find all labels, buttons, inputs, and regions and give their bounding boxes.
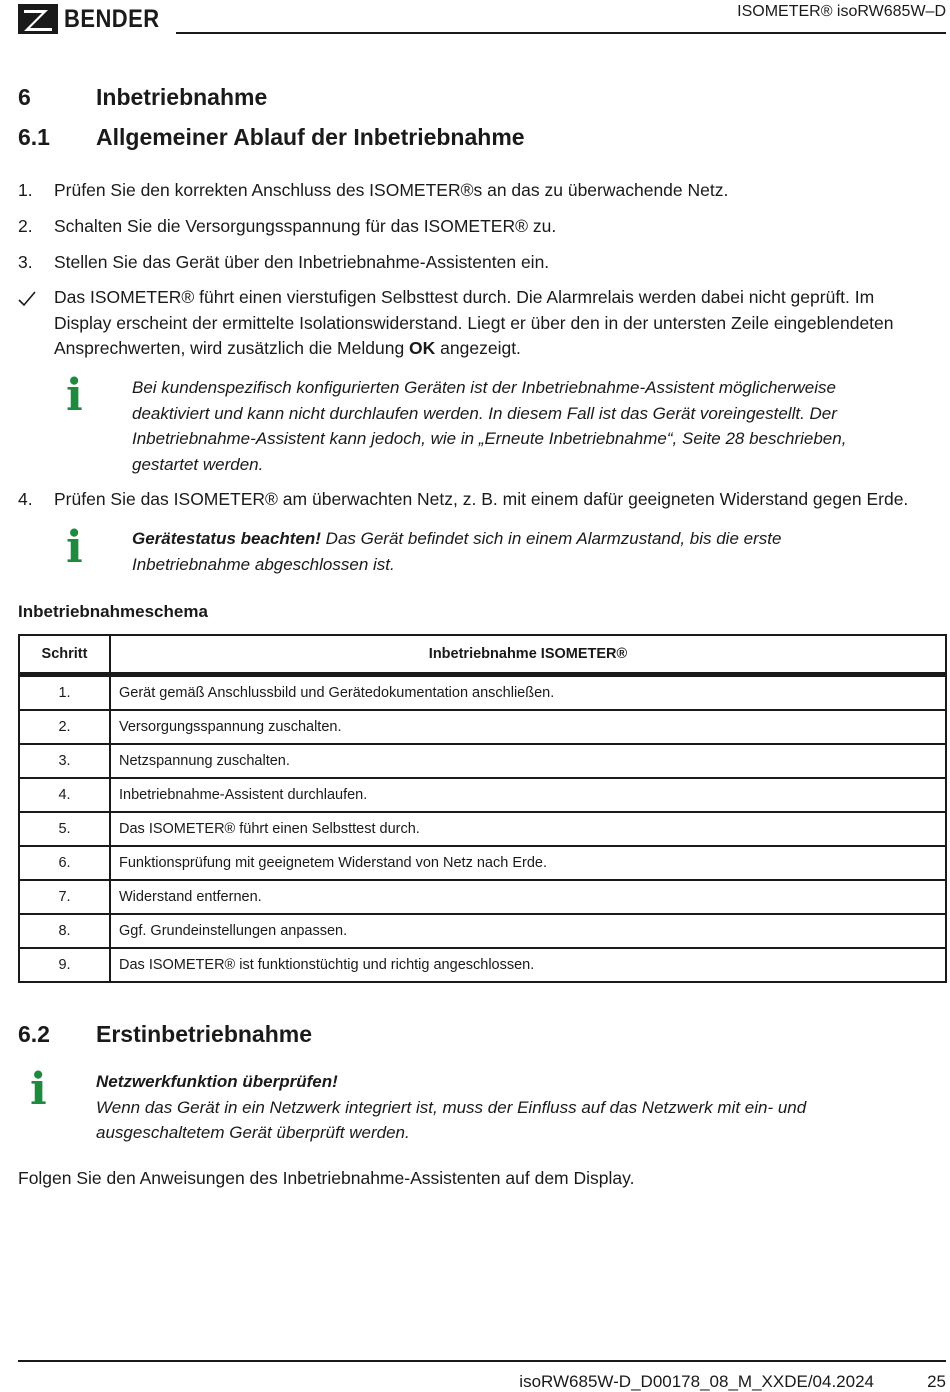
step-cell: 3. (19, 744, 110, 778)
section-number: 6 (18, 84, 31, 110)
header-rule (176, 32, 946, 34)
step-text: Schalten Sie die Versorgungsspannung für das ISOMETER® zu. (54, 216, 557, 236)
result-text-a: Das ISOMETER® führt einen vierstufigen Selbsttest durch. Die Alarmrelais werden dabei nicht geprüft. Im Display erscheint der ermittelte Isolationswiderstand. Liegt er über den in der untersten Zeile eingeblendeten Ansprechwerten, wird zusätzlich die Meldung (54, 287, 894, 358)
bender-logo-icon (18, 4, 58, 34)
step-number: 4. (18, 489, 33, 509)
result-text (54, 285, 918, 362)
note-text: Das Gerät befindet sich in einem Alarmzustand, bis die erste Inbetriebnahme abgeschlossen ist. (132, 529, 782, 574)
page-header (18, 0, 946, 40)
section-number: 6.1 (18, 124, 50, 150)
bender-logo (18, 4, 173, 34)
section-title: Erstinbetriebnahme (96, 1021, 312, 1047)
description-cell: Das ISOMETER® führt einen Selbsttest durch. (110, 812, 946, 846)
description-cell: Versorgungsspannung zuschalten. (110, 710, 946, 744)
section-title: Inbetriebnahme (96, 84, 268, 110)
footer-rule (18, 1360, 946, 1362)
schema-title: Inbetriebnahmeschema (18, 602, 208, 621)
section-number: 6.2 (18, 1021, 50, 1047)
table-row (19, 880, 946, 914)
commissioning-table (18, 634, 947, 983)
step-cell: 1. (19, 675, 110, 711)
result-text-b: angezeigt. (435, 338, 521, 358)
description-cell: Widerstand entfernen. (110, 880, 946, 914)
table-row (19, 744, 946, 778)
step-cell: 2. (19, 710, 110, 744)
note-network-function (96, 1069, 876, 1146)
final-instruction: Folgen Sie den Anweisungen des Inbetriebnahme-Assistenten auf dem Display. (18, 1168, 635, 1188)
step-number: 3. (18, 252, 33, 272)
note-customer-config: Bei kundenspezifisch konfigurierten Geräten ist der Inbetriebnahme-Assistent möglicherweise deaktiviert und kann nicht durchlaufen werden. In diesem Fall ist das Gerät voreingestellt. Der Inbetriebnahme-Assistent kann jedoch, wie in „Erneute Inbetriebnahme“, Seite 28 beschrieben, gestartet werden. (132, 378, 847, 474)
section-title: Allgemeiner Ablauf der Inbetriebnahme (96, 124, 525, 150)
description-cell: Funktionsprüfung mit geeignetem Widerstand von Netz nach Erde. (110, 846, 946, 880)
checkmark-icon (18, 291, 36, 307)
step-text: Prüfen Sie das ISOMETER® am überwachten Netz, z. B. mit einem dafür geeigneten Widerstand gegen Erde. (54, 489, 909, 509)
table-row (19, 914, 946, 948)
step-number: 2. (18, 216, 33, 236)
description-cell: Netzspannung zuschalten. (110, 744, 946, 778)
step-cell: 4. (19, 778, 110, 812)
step-cell: 7. (19, 880, 110, 914)
document-title: ISOMETER® isoRW685W–D (737, 3, 946, 20)
table-row (19, 948, 946, 982)
step-cell: 5. (19, 812, 110, 846)
info-icon: i (30, 1064, 47, 1115)
note-device-status (132, 526, 892, 577)
table-row (19, 710, 946, 744)
table-row (19, 846, 946, 880)
step-cell: 8. (19, 914, 110, 948)
description-cell: Gerät gemäß Anschlussbild und Gerätedokumentation anschließen. (110, 675, 946, 711)
info-icon: i (66, 370, 83, 421)
column-header-commissioning: Inbetriebnahme ISOMETER® (110, 635, 946, 675)
table-header-row (19, 635, 946, 675)
note-text: Wenn das Gerät in ein Netzwerk integriert ist, muss der Einfluss auf das Netzwerk mit ein- und ausgeschaltetem Gerät überprüft werden. (96, 1097, 807, 1142)
description-cell: Ggf. Grundeinstellungen anpassen. (110, 914, 946, 948)
step-text: Stellen Sie das Gerät über den Inbetriebnahme-Assistenten ein. (54, 252, 550, 272)
table-row (19, 778, 946, 812)
table-row (19, 812, 946, 846)
step-cell: 9. (19, 948, 110, 982)
brand-name: BENDER (64, 4, 160, 33)
step-cell: 6. (19, 846, 110, 880)
description-cell: Das ISOMETER® ist funktionstüchtig und richtig angeschlossen. (110, 948, 946, 982)
note-bold: Netzwerkfunktion überprüfen! (96, 1072, 338, 1091)
ok-label: OK (409, 338, 436, 358)
step-text: Prüfen Sie den korrekten Anschluss des ISOMETER®s an das zu überwachende Netz. (54, 180, 729, 200)
table-row (19, 675, 946, 711)
note-bold: Gerätestatus beachten! (132, 529, 321, 548)
page-number: 25 (927, 1372, 946, 1391)
info-icon: i (66, 522, 83, 573)
description-cell: Inbetriebnahme-Assistent durchlaufen. (110, 778, 946, 812)
document-code: isoRW685W-D_D00178_08_M_XXDE/04.2024 (519, 1372, 874, 1391)
column-header-step: Schritt (19, 635, 110, 675)
step-number: 1. (18, 180, 33, 200)
